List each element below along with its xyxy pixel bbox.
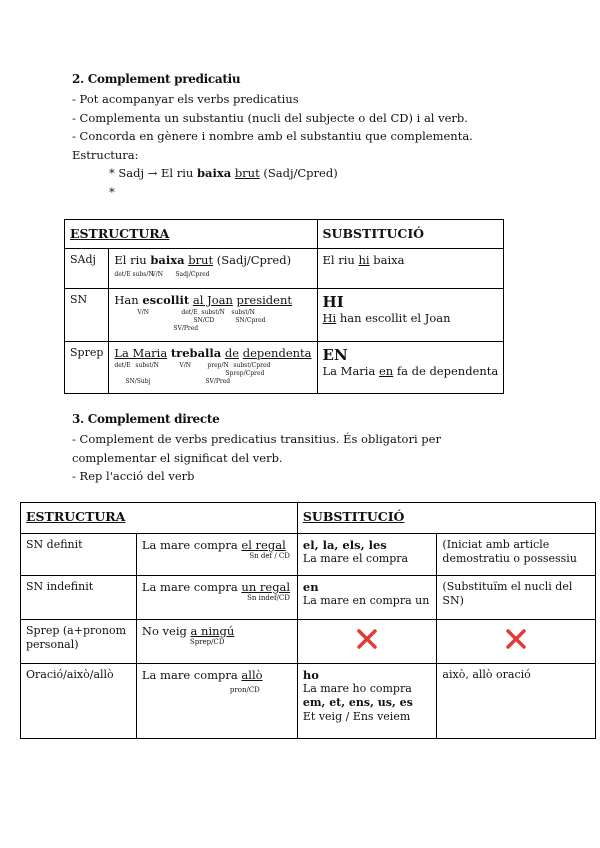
- grammar-note: Sadj/Cpred: [175, 271, 210, 278]
- table-header-substitucio: SUBSTITUCIÓ: [317, 220, 504, 249]
- row-comment: això, allò oració: [437, 664, 596, 739]
- row-substitution: el, la, els, les La mare el compra: [297, 534, 437, 576]
- row-example: El riu baixa brut (Sadj/Cpred) det/E subs/N V/N Sadj/Cpred: [109, 249, 317, 289]
- grammar-note: subst/N: [201, 309, 225, 316]
- row-substitution: EN La Maria en fa de dependenta: [317, 342, 504, 394]
- section-2-bullets: [72, 90, 473, 201]
- row-substitution: HI Hi han escollit el Joan: [317, 289, 504, 342]
- grammar-note: SN/Subj: [125, 378, 151, 385]
- grammar-note: det/E: [114, 362, 131, 369]
- row-example: La mare compra el regal Sn def / CD: [136, 534, 297, 576]
- row-example: Han escollit al Joan president V/N det/E subst/N subst/N SN/CD SN/Cpred SV/Pred: [109, 289, 317, 342]
- section-3-bullet: - Complement de verbs predicatius transitius. És obligatori per complementar el significat del verb.: [72, 432, 441, 465]
- grammar-note: det/E subs/N: [114, 271, 154, 278]
- table-row: [21, 576, 596, 620]
- row-substitution: [297, 620, 437, 664]
- grammar-note: subst/Cpred: [233, 362, 271, 369]
- row-type: Sprep (a+pronom personal): [21, 620, 137, 664]
- section-3-heading: 3. Complement directe: [72, 412, 220, 426]
- grammar-note: Sn def / CD: [249, 552, 290, 560]
- row-example: No veig a ningú Sprep/CD: [136, 620, 297, 664]
- structure-example: * Sadj → El riu baixa brut (Sadj/Cpred): [109, 166, 338, 180]
- table-header-substitucio: SUBSTITUCIÓ: [297, 503, 595, 534]
- cross-mark-icon: [505, 628, 527, 650]
- table-row: [21, 664, 596, 739]
- grammar-note: V/N: [137, 309, 149, 316]
- section-3-bullet: - Rep l'acció del verb: [72, 469, 195, 483]
- section-2-heading: 2. Complement predicatiu: [72, 72, 241, 86]
- grammar-note: subst/N: [135, 362, 159, 369]
- table-row: [21, 620, 596, 664]
- substitution-pronoun: EN: [322, 346, 348, 364]
- table-header-estructura: ESTRUCTURA: [21, 503, 298, 534]
- grammar-note: subst/N: [231, 309, 255, 316]
- grammar-note: SV/Pred: [205, 378, 231, 385]
- grammar-note: prep/N: [207, 362, 229, 369]
- grammar-note: Sn indef/CD: [247, 594, 290, 602]
- grammar-note: V/N: [179, 362, 191, 369]
- table-row: [65, 249, 504, 289]
- grammar-note: SN/CD: [193, 317, 215, 324]
- row-type: SN indefinit: [21, 576, 137, 620]
- substitution-pronoun: HI: [322, 293, 344, 311]
- row-example: La Maria treballa de dependenta det/E subst/N V/N prep/N subst/Cpred Sprep/Cpred SN/Subj SV/Pred: [109, 342, 317, 394]
- row-type: SN definit: [21, 534, 137, 576]
- grammar-note: V/N: [151, 271, 163, 278]
- row-substitution: El riu hi baixa: [317, 249, 504, 289]
- row-comment: (Substituïm el nucli del SN): [437, 576, 596, 620]
- table-row: [65, 289, 504, 342]
- grammar-note: SV/Pred: [173, 325, 199, 332]
- table-row: [21, 534, 596, 576]
- bullet: - Pot acompanyar els verbs predicatius: [72, 92, 299, 106]
- grammar-note: SN/Cpred: [235, 317, 266, 324]
- grammar-note: Sprep/Cpred: [225, 370, 265, 377]
- estructura-label: Estructura:: [72, 147, 139, 162]
- row-substitution: en La mare en compra un: [297, 576, 437, 620]
- row-example: La mare compra allò pron/CD: [136, 664, 297, 739]
- predicatiu-table: [64, 219, 504, 394]
- structure-star: *: [109, 184, 115, 199]
- grammar-note: Sprep/CD: [189, 638, 225, 646]
- row-substitution: ho La mare ho compra em, et, ens, us, es Et veig / Ens veiem: [297, 664, 437, 739]
- row-type: Sprep: [65, 342, 109, 394]
- grammar-note: pron/CD: [229, 686, 260, 694]
- row-type: SN: [65, 289, 109, 342]
- directe-table: [20, 502, 596, 739]
- table-row: [65, 342, 504, 394]
- row-comment: [437, 620, 596, 664]
- row-example: La mare compra un regal Sn indef/CD: [136, 576, 297, 620]
- row-comment: (Iniciat amb article demostratiu o possessiu: [437, 534, 596, 576]
- bullet: - Concorda en gènere i nombre amb el substantiu que complementa.: [72, 129, 473, 143]
- row-type: SAdj: [65, 249, 109, 289]
- cross-mark-icon: [356, 628, 378, 650]
- row-type: Oració/això/allò: [21, 664, 137, 739]
- grammar-note: det/E: [181, 309, 198, 316]
- bullet: - Complementa un substantiu (nucli del subjecte o del CD) i al verb.: [72, 110, 468, 125]
- table-header-estructura: ESTRUCTURA: [65, 220, 318, 249]
